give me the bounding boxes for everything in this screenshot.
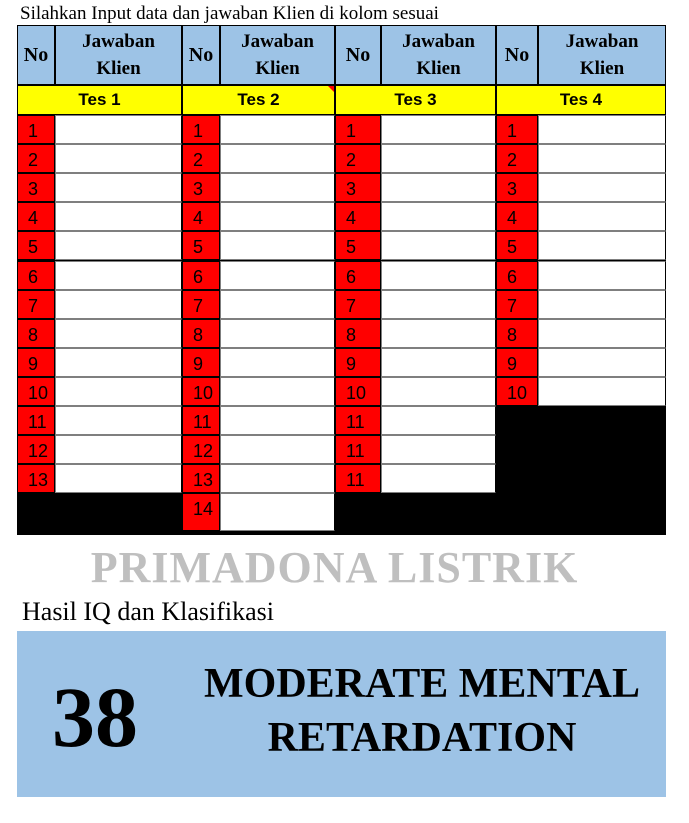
answer-input[interactable] (221, 232, 334, 259)
answer-cell[interactable] (538, 173, 666, 202)
answer-input[interactable] (221, 349, 334, 376)
answer-input[interactable] (221, 494, 334, 530)
answer-input[interactable] (539, 232, 665, 259)
result-panel (17, 631, 666, 797)
test-label: Tes 4 (496, 85, 666, 115)
instruction-text: Silahkan Input data dan jawaban Klien di kolom sesuai (20, 3, 439, 24)
answer-cell[interactable] (381, 406, 496, 435)
row-number: 7 (335, 290, 381, 319)
row-number: 9 (17, 348, 55, 377)
answer-input[interactable] (382, 436, 495, 463)
answer-cell[interactable] (538, 377, 666, 406)
answer-cell[interactable] (381, 231, 496, 260)
answer-cell[interactable] (538, 231, 666, 260)
row-number: 5 (17, 231, 55, 260)
row-number: 8 (182, 319, 220, 348)
row-number: 10 (335, 377, 381, 406)
answer-grid (17, 25, 666, 535)
answer-cell[interactable] (55, 115, 182, 144)
row-number: 5 (335, 231, 381, 260)
answer-cell[interactable] (538, 290, 666, 319)
answer-input[interactable] (382, 320, 495, 347)
answer-cell[interactable] (220, 319, 335, 348)
answer-cell[interactable] (55, 435, 182, 464)
answer-input[interactable] (382, 262, 495, 289)
answer-input[interactable] (56, 174, 181, 201)
row-number: 12 (182, 435, 220, 464)
watermark: PRIMADONA LISTRIK (90, 543, 579, 592)
answer-input[interactable] (539, 378, 665, 405)
row-number: 6 (496, 261, 538, 290)
answer-input[interactable] (382, 145, 495, 172)
answer-input[interactable] (56, 116, 181, 143)
answer-input[interactable] (539, 320, 665, 347)
row-number: 2 (182, 144, 220, 173)
answer-input[interactable] (221, 436, 334, 463)
row-number: 14 (182, 493, 220, 531)
answer-input[interactable] (382, 232, 495, 259)
answer-cell[interactable] (220, 115, 335, 144)
answer-cell[interactable] (381, 202, 496, 231)
answer-cell[interactable] (55, 406, 182, 435)
row-number: 11 (335, 406, 381, 435)
header-jawaban-klien: Jawaban Klien (538, 25, 666, 85)
answer-input[interactable] (539, 203, 665, 230)
answer-input[interactable] (539, 262, 665, 289)
answer-cell[interactable] (55, 348, 182, 377)
row-number: 6 (17, 261, 55, 290)
row-number: 10 (17, 377, 55, 406)
header-jawaban-klien: Jawaban Klien (381, 25, 496, 85)
header-jawaban-klien: Jawaban Klien (55, 25, 182, 85)
row-number: 13 (17, 464, 55, 493)
answer-input[interactable] (221, 262, 334, 289)
row-number: 4 (335, 202, 381, 231)
answer-cell[interactable] (220, 435, 335, 464)
answer-input[interactable] (221, 203, 334, 230)
row-number: 13 (182, 464, 220, 493)
answer-input[interactable] (539, 291, 665, 318)
answer-cell[interactable] (220, 493, 335, 531)
answer-input[interactable] (221, 291, 334, 318)
row-number: 5 (182, 231, 220, 260)
row-number: 4 (496, 202, 538, 231)
row-number: 12 (17, 435, 55, 464)
header-jawaban-klien: Jawaban Klien (220, 25, 335, 85)
answer-input[interactable] (56, 262, 181, 289)
row-number: 6 (335, 261, 381, 290)
header-no: No (182, 25, 220, 85)
answer-input[interactable] (382, 203, 495, 230)
answer-input[interactable] (539, 145, 665, 172)
row-number: 8 (17, 319, 55, 348)
row-number: 3 (335, 173, 381, 202)
answer-input[interactable] (382, 291, 495, 318)
answer-cell[interactable] (381, 173, 496, 202)
answer-cell[interactable] (220, 261, 335, 290)
row-number: 9 (335, 348, 381, 377)
row-number: 10 (496, 377, 538, 406)
answer-cell[interactable] (381, 464, 496, 493)
row-number: 4 (17, 202, 55, 231)
row-number: 9 (496, 348, 538, 377)
row-number: 9 (182, 348, 220, 377)
answer-input[interactable] (56, 320, 181, 347)
answer-input[interactable] (382, 349, 495, 376)
answer-input[interactable] (382, 174, 495, 201)
answer-cell[interactable] (55, 261, 182, 290)
answer-cell[interactable] (220, 231, 335, 260)
answer-cell[interactable] (381, 377, 496, 406)
answer-input[interactable] (221, 145, 334, 172)
row-number: 4 (182, 202, 220, 231)
answer-input[interactable] (56, 407, 181, 434)
row-number: 3 (182, 173, 220, 202)
answer-input[interactable] (56, 291, 181, 318)
answer-cell[interactable] (220, 464, 335, 493)
row-number: 2 (335, 144, 381, 173)
answer-input[interactable] (539, 174, 665, 201)
answer-cell[interactable] (381, 115, 496, 144)
answer-cell[interactable] (55, 377, 182, 406)
answer-input[interactable] (382, 407, 495, 434)
answer-cell[interactable] (538, 319, 666, 348)
header-no: No (17, 25, 55, 85)
answer-cell[interactable] (538, 115, 666, 144)
row-number: 11 (17, 406, 55, 435)
answer-cell[interactable] (55, 290, 182, 319)
answer-cell[interactable] (55, 231, 182, 260)
answer-cell[interactable] (220, 144, 335, 173)
answer-cell[interactable] (220, 202, 335, 231)
answer-input[interactable] (56, 465, 181, 492)
answer-input[interactable] (56, 145, 181, 172)
header-no: No (335, 25, 381, 85)
answer-cell[interactable] (381, 261, 496, 290)
row-number: 11 (335, 435, 381, 464)
row-number: 1 (17, 115, 55, 144)
answer-input[interactable] (56, 203, 181, 230)
row-number: 8 (496, 319, 538, 348)
answer-input[interactable] (221, 407, 334, 434)
answer-cell[interactable] (220, 348, 335, 377)
answer-cell[interactable] (55, 464, 182, 493)
answer-input[interactable] (221, 465, 334, 492)
answer-input[interactable] (221, 174, 334, 201)
answer-cell[interactable] (220, 173, 335, 202)
row-number: 11 (335, 464, 381, 493)
answer-input[interactable] (56, 378, 181, 405)
answer-input[interactable] (56, 232, 181, 259)
answer-cell[interactable] (381, 348, 496, 377)
answer-cell[interactable] (55, 144, 182, 173)
answer-input[interactable] (539, 116, 665, 143)
answer-input[interactable] (56, 349, 181, 376)
iq-score: 38 (52, 669, 138, 765)
answer-input[interactable] (382, 116, 495, 143)
answer-input[interactable] (221, 320, 334, 347)
answer-cell[interactable] (220, 290, 335, 319)
row-number: 1 (335, 115, 381, 144)
row-number: 7 (496, 290, 538, 319)
row-number: 3 (17, 173, 55, 202)
row-number: 5 (496, 231, 538, 260)
result-label: Hasil IQ dan Klasifikasi (22, 597, 275, 626)
test-label: Tes 3 (335, 85, 496, 115)
row-number: 7 (182, 290, 220, 319)
answer-input[interactable] (382, 465, 495, 492)
answer-input[interactable] (382, 378, 495, 405)
row-number: 3 (496, 173, 538, 202)
answer-cell[interactable] (220, 377, 335, 406)
answer-cell[interactable] (55, 202, 182, 231)
answer-cell[interactable] (381, 144, 496, 173)
header-no: No (496, 25, 538, 85)
answer-cell[interactable] (538, 348, 666, 377)
row-number: 7 (17, 290, 55, 319)
answer-input[interactable] (221, 378, 334, 405)
row-number: 6 (182, 261, 220, 290)
iq-classification: MODERATE MENTAL RETARDATION (204, 661, 640, 761)
answer-input[interactable] (539, 349, 665, 376)
row-number: 2 (17, 144, 55, 173)
answer-input[interactable] (221, 116, 334, 143)
row-number: 2 (496, 144, 538, 173)
row-number: 8 (335, 319, 381, 348)
row-number: 11 (182, 406, 220, 435)
row-number: 1 (496, 115, 538, 144)
answer-cell[interactable] (538, 261, 666, 290)
row-number: 10 (182, 377, 220, 406)
answer-cell[interactable] (538, 202, 666, 231)
answer-cell[interactable] (381, 319, 496, 348)
answer-input[interactable] (56, 436, 181, 463)
answer-cell[interactable] (55, 173, 182, 202)
answer-cell[interactable] (538, 144, 666, 173)
answer-cell[interactable] (381, 435, 496, 464)
answer-cell[interactable] (381, 290, 496, 319)
test-label: Tes 2 (182, 85, 335, 115)
comment-indicator-icon[interactable] (328, 86, 334, 92)
test-label: Tes 1 (17, 85, 182, 115)
answer-cell[interactable] (55, 319, 182, 348)
answer-cell[interactable] (220, 406, 335, 435)
row-number: 1 (182, 115, 220, 144)
